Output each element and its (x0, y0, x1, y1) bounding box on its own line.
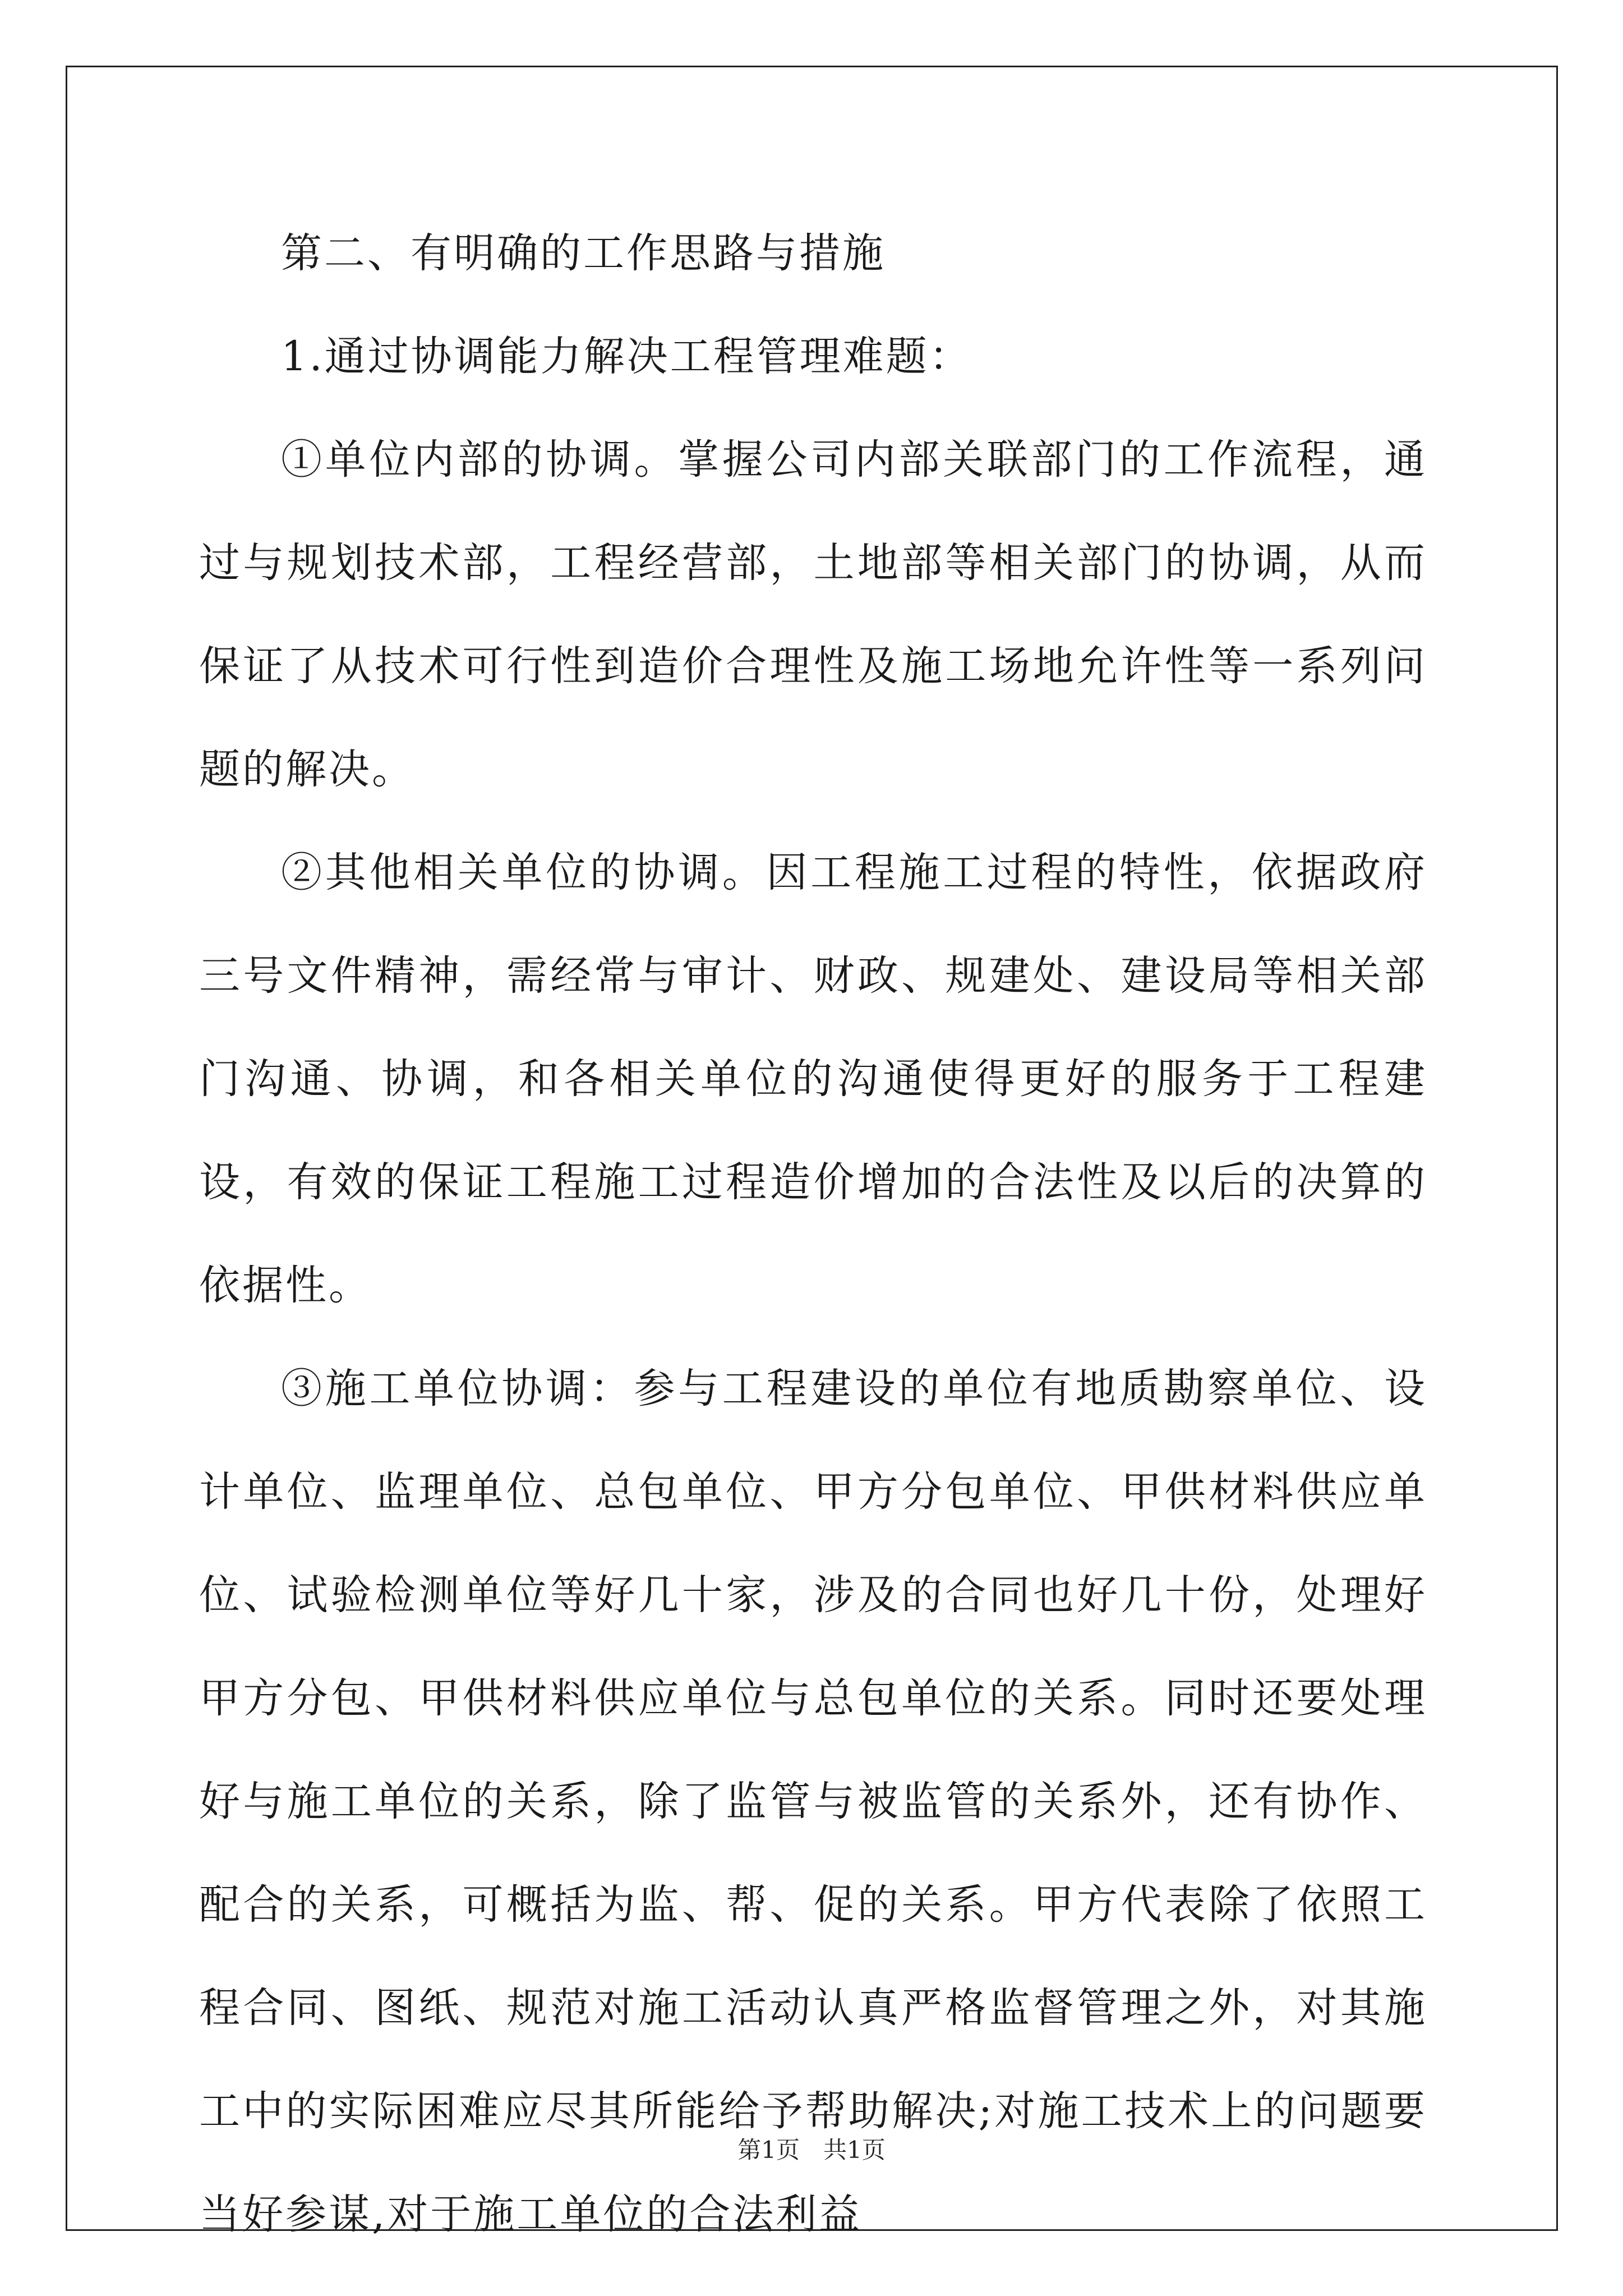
paragraph-external-coordination: ②其他相关单位的协调。因工程施工过程的特性，依据政府三号文件精神，需经常与审计、财政、规建处、建设局等相关部门沟通、协调，和各相关单位的沟通使得更好的服务于工程建设，有效的保证工程施工过程造价增加的合法性及以后的决算的依据性。 (199, 849, 1427, 1309)
paragraph-internal-coordination: ①单位内部的协调。掌握公司内部关联部门的工作流程，通过与规划技术部，工程经营部，土地部等相关部门的协调，从而保证了从技术可行性到造价合理性及施工场地允许性等一系列问题的解决。 (199, 436, 1427, 793)
section-heading: 第二、有明确的工作思路与措施 (281, 229, 886, 277)
page-footer: 第1页 共1页 (737, 2136, 886, 2164)
subsection-heading: 1.通过协调能力解决工程管理难题： (281, 333, 972, 380)
paragraph-construction-coordination: ③施工单位协调：参与工程建设的单位有地质勘察单位、设计单位、监理单位、总包单位、甲方分包单位、甲供材料供应单位、试验检测单位等好几十家，涉及的合同也好几十份，处理好甲方分包、甲供材料供应单位与总包单位的关系。同时还要处理好与施工单位的关系，除了监管与被监管的关系外，还有协作、配合的关系，可概括为监、帮、促的关系。甲方代表除了依照工程合同、图纸、规范对施工活动认真严格监督管理之外，对其施工中的实际困难应尽其所能给予帮助解决;对施工技术上的问题要当好参谋,对于施工单位的合法利益 (199, 1365, 1427, 2238)
document-body (199, 202, 1427, 2266)
